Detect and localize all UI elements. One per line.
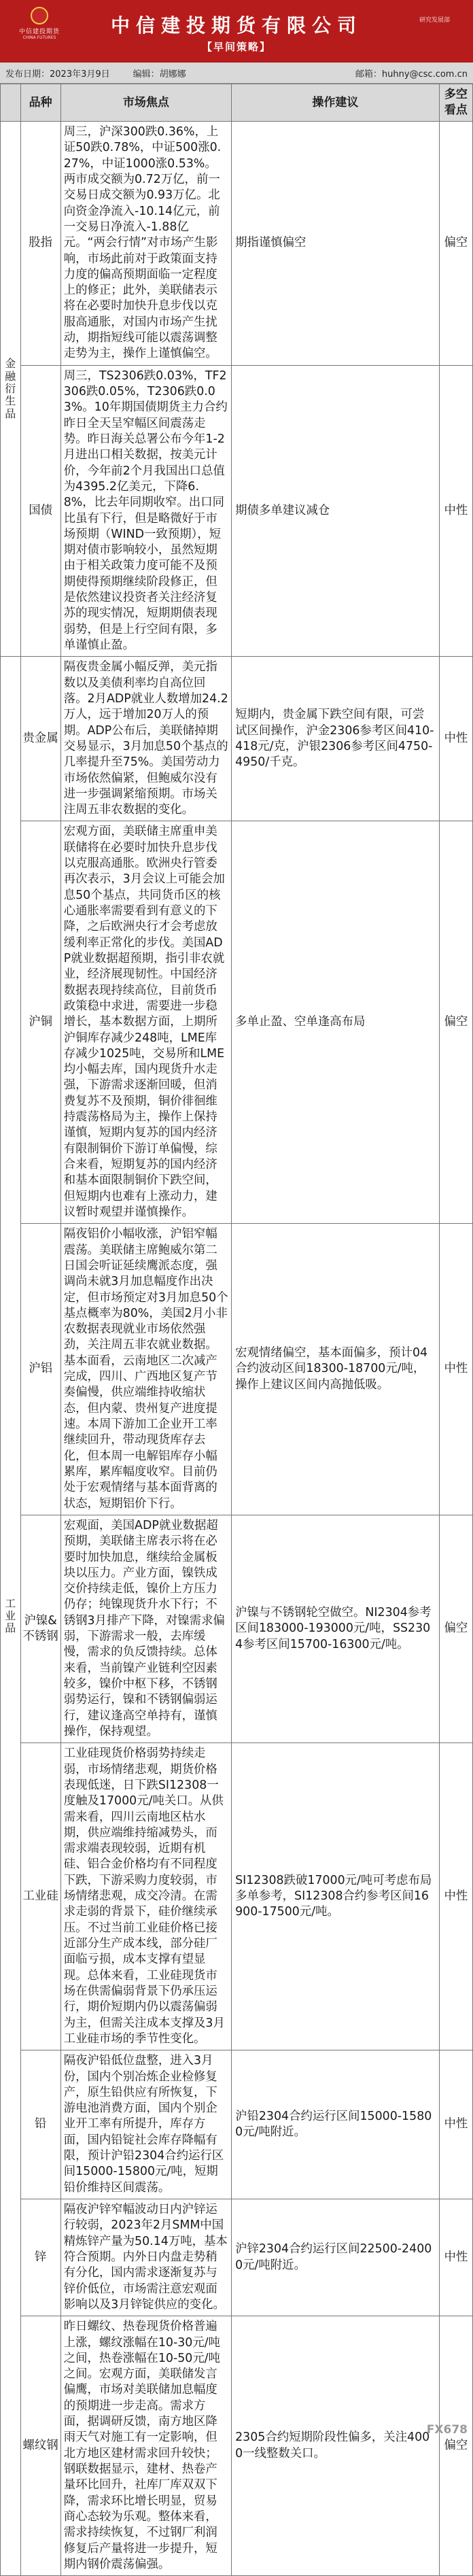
report-header: [0, 0, 473, 63]
row-name: 沪铜: [20, 821, 60, 1224]
row-advice: 沪镍与不锈钢轮空做空。NI2304参考区间183000-193000元/吨，SS2304参考区间15700-16300元/吨。: [232, 1515, 440, 1742]
header-category: [1, 84, 21, 122]
row-view: 偏空: [439, 122, 472, 366]
table-row: [1, 1515, 473, 1742]
category-industrial: 工业品: [1, 657, 21, 2576]
row-focus: 周三，沪深300跌0.36%，上证50跌0.78%，中证500涨0.27%，中证1000涨0.53%。两市成交额为0.72万亿，前一交易日成交额为0.93万亿。北向资金净流入-10.14亿元，前一交易日净流入-1.88亿元。“两会行情”对市场产生影响，市场此前对于政策面支持力度的偏高预期面临一定程度上的修正；此外，美联储表示将在必要时加快升息步伐以克服高通胀，对国内市场产生扰动，期指短线可能以震荡调整走势为主，操作上谨慎偏空。: [60, 122, 231, 366]
logo-text-cn: 中信建投期货: [18, 29, 60, 35]
company-title: 中信建投期货有限公司: [110, 14, 362, 37]
table-header-row: [1, 84, 473, 122]
logo-text-en: CHINA FUTURES: [22, 35, 56, 40]
row-advice: 2305合约短期阶段性偏多，关注4000一线整数关口。: [232, 2316, 440, 2576]
table-row: [1, 2199, 473, 2316]
strategy-table: [0, 84, 473, 2576]
report-subtitle: 【早间策略】: [201, 41, 271, 53]
source-watermark: FX678: [426, 2423, 468, 2437]
table-row: [1, 1743, 473, 2050]
row-advice: 沪铅2304合约运行区间15000-15800元/吨附近。: [232, 2050, 440, 2199]
row-name: 铅: [20, 2050, 60, 2199]
table-row: [1, 122, 473, 366]
row-name: 贵金属: [20, 657, 60, 821]
row-advice: 期指谨慎偏空: [232, 122, 440, 366]
row-view: 中性: [439, 1743, 472, 2050]
row-name: 锌: [20, 2199, 60, 2316]
row-view: 偏空: [439, 821, 472, 1224]
header-view: 多空看点: [439, 84, 472, 122]
row-view: 中性: [439, 365, 472, 657]
table-row: [1, 2050, 473, 2199]
row-advice: 期债多单建议减仓: [232, 365, 440, 657]
table-row: [1, 365, 473, 657]
row-name: 国债: [20, 365, 60, 657]
header-variety: 品种: [20, 84, 60, 122]
category-finance: 金融衍生品: [1, 122, 21, 657]
row-view: 中性: [439, 657, 472, 821]
row-advice: 短期内，贵金属下跌空间有限，可尝试区间操作，沪金2306参考区间410-418元/克，沪银2306参考区间4750-4950/千克。: [232, 657, 440, 821]
table-row: [1, 2316, 473, 2576]
row-view: 偏空: [439, 2316, 472, 2576]
row-view: 中性: [439, 2050, 472, 2199]
row-name: 沪铝: [20, 1224, 60, 1515]
row-name: 螺纹钢: [20, 2316, 60, 2576]
row-focus: 隔夜沪锌窄幅波动日内沪锌运行较弱，2023年2月SMM中国精炼锌产量为50.14万吨，基本符合预期。内外日内盘走势稍有分化，国内需求逐渐复苏与锌价低位，市场需注意宏观面影响以及3月锌锭供应的变化。: [60, 2199, 231, 2316]
row-view: 中性: [439, 1224, 472, 1515]
editor: 编辑：胡娜娜: [133, 69, 186, 80]
row-focus: 隔夜贵金属小幅反弹，美元指数以及美债利率均自高位回落。2月ADP就业人数增加24.2万人，远于增加20万人的预期。ADP公布后，美联储掉期交易显示，3月加息50个基点的几率提升至75%。美国劳动力市场依然偏紧，但鲍威尔没有进一步强调紧缩预期。市场关注周五非农数据的变化。: [60, 657, 231, 821]
row-focus: 昨日螺纹、热卷现货价格普遍上涨，螺纹涨幅在10-30元/吨之间，热卷涨幅在10-50元/吨之间。宏观方面，美联储发言偏鹰，市场对美联储加息幅度的预期进一步走高。需求方面，据调研反馈，南方地区降雨天气对施工有一定影响，但北方地区建材需求回升较快；钢联数据显示，建材、热卷产量环比回升，社库厂库双双下降，需求环比增长明显，贸易商心态较为乐观。整体来看，需求持续恢复，不过钢厂利润修复后产量将进一步提升，短期内钢价震荡偏强。: [60, 2316, 231, 2576]
row-focus: 隔夜沪铅低位盘整，进入3月份，国内个别冶炼企业检修复产，原生铅供应有所恢复，下游电池消费方面，国内个别企业开工率有所提升，库存方面，国内铅锭社会库存降幅有限，预计沪铅2304合约运行区间15000-15800元/吨，短期铅价维持区间震荡。: [60, 2050, 231, 2199]
row-advice: 沪锌2304合约运行区间22500-24000元/吨附近。: [232, 2199, 440, 2316]
row-focus: 隔夜铝价小幅收涨，沪铝窄幅震荡。美联储主席鲍威尔第二日国会听证延续鹰派态度，强调尚未就3月加息幅度作出决定，但市场预定对3月加息50个基点概率为80%，美国2月小非农数据表现就业市场依然强劲，关注周五非农就业数据。基本面看，云南地区二次减产完成，四川、广西地区复产节奏偏慢，供应端维持收缩状态，但内蒙、贵州复产进度提速。本周下游加工企业开工率继续回升，带动现货库存去化，但本周一电解铝库存小幅累库，累库幅度收窄。目前仍处于宏观情绪与基本面背离的状态，短期铝价下行。: [60, 1224, 231, 1515]
row-advice: 多单止盈、空单逢高布局: [232, 821, 440, 1224]
row-name: 沪镍&不锈钢: [20, 1515, 60, 1742]
publish-date: 发布日期：2023年3月9日: [5, 69, 110, 80]
email: 邮箱：huhny@csc.com.cn: [355, 69, 468, 80]
table-row: [1, 657, 473, 821]
row-advice: 宏观情绪偏空，基本面偏多，预计04合约波动区间18300-18700元/吨，操作上建议区间内高抛低吸。: [232, 1224, 440, 1515]
row-view: 偏空: [439, 1515, 472, 1742]
row-focus: 周三，TS2306跌0.03%，TF2306跌0.05%，T2306跌0.03%。10年期国债期货主力合约昨日全天呈窄幅区间震荡走势。昨日海关总署公布今年1-2月进出口相关数据，按美元计价，今年前2个月我国出口总值为4395.2亿美元，下降6.8%，比去年同期收窄。出口同比虽有下行，但是略微好于市场预期（WIND一致预期），短期对债市影响较小，虽然短期由于相关政策力度可能不及预期使得预期继续阶段修正，但是依然建议投资者关注经济复苏的现实情况，短期期债表现弱势，但是上行空间有限，多单谨慎止盈。: [60, 365, 231, 657]
row-focus: 宏观方面，美联储主席重申美联储将在必要时加快升息步伐以克服高通胀。欧洲央行管委再次表示，3月会议上可能会加息50个基点，共同货币区的核心通胀率需要看到有意义的下降，之后欧洲央行才会考虑放缓利率正常化的步伐。美国ADP就业数据超预期，指引非农就业，经济展现韧性。中国经济数据表现持续高位，目前货币政策稳中求进，需要进一步稳增长，基本数据方面，上期所沪铜库存减少248吨，LME库存减少1025吨，交易所和LME均小幅去库，国内现货升水走强，下游需求逐渐回暖，但消费复苏不及预期，铜价徘徊维持震荡格局为主，操作上保持谨慎，短期内复苏的国内经济有限制铜价下游订单偏慢，综合来看，短期复苏的国内经济和基本面限制铜价下跌空间，但短期内也难有上涨动力，建议暂时观望并谨慎操作。: [60, 821, 231, 1224]
header-advice: 操作建议: [232, 84, 440, 122]
row-view: 中性: [439, 2199, 472, 2316]
row-focus: 工业硅现货价格弱势持续走弱，市场情绪悲观，期货价格表现低迷，日下跌SI12308一度触及17000元/吨关口。从供需来看，四川云南地区枯水期，供应端维持缩减势头，而需求端表现较弱，近期有机硅、铝合金价格均有不同程度下跌，下游采购力度较弱，市场情绪悲观，成交冷清。在需求走弱的背景下，硅价继续承压。不过当前工业硅价格已接近部分生产成本线，部分硅厂面临亏损，成本支撑有望显现。总体来看，工业硅现货市场在供需偏弱背景下仍承压运行，期价短期内仍以震荡偏弱为主，但需关注成本支撑及3月工业硅市场的季节性变化。: [60, 1743, 231, 2050]
row-advice: SI12308跌破17000元/吨可考虑布局多单参考，SI12308合约参考区间16900-17500元/吨。: [232, 1743, 440, 2050]
table-row: [1, 821, 473, 1224]
row-name: 工业硅: [20, 1743, 60, 2050]
row-focus: 宏观面，美国ADP就业数据超预期，美联储主席表示将在必要时加快加息，继续给金属板块以压力。产业方面，镍铁成交价持续走低，镍价上方压力仍存；纯镍现货升水下行；不锈钢3月排产下降，对镍需求偏弱，下游需求一般，去库缓慢，需求的负反馈持续。总体来看，当前镍产业链利空因素较多，镍价中枢下移，不锈钢弱势运行，镍和不锈钢偏弱运行，建议逢高空单持有，谨慎操作，保持观望。: [60, 1515, 231, 1742]
department-tag: 研究发展部: [419, 17, 450, 24]
row-name: 股指: [20, 122, 60, 366]
header-market-focus: 市场焦点: [60, 84, 231, 122]
table-row: [1, 1224, 473, 1515]
info-bar: [0, 63, 473, 84]
